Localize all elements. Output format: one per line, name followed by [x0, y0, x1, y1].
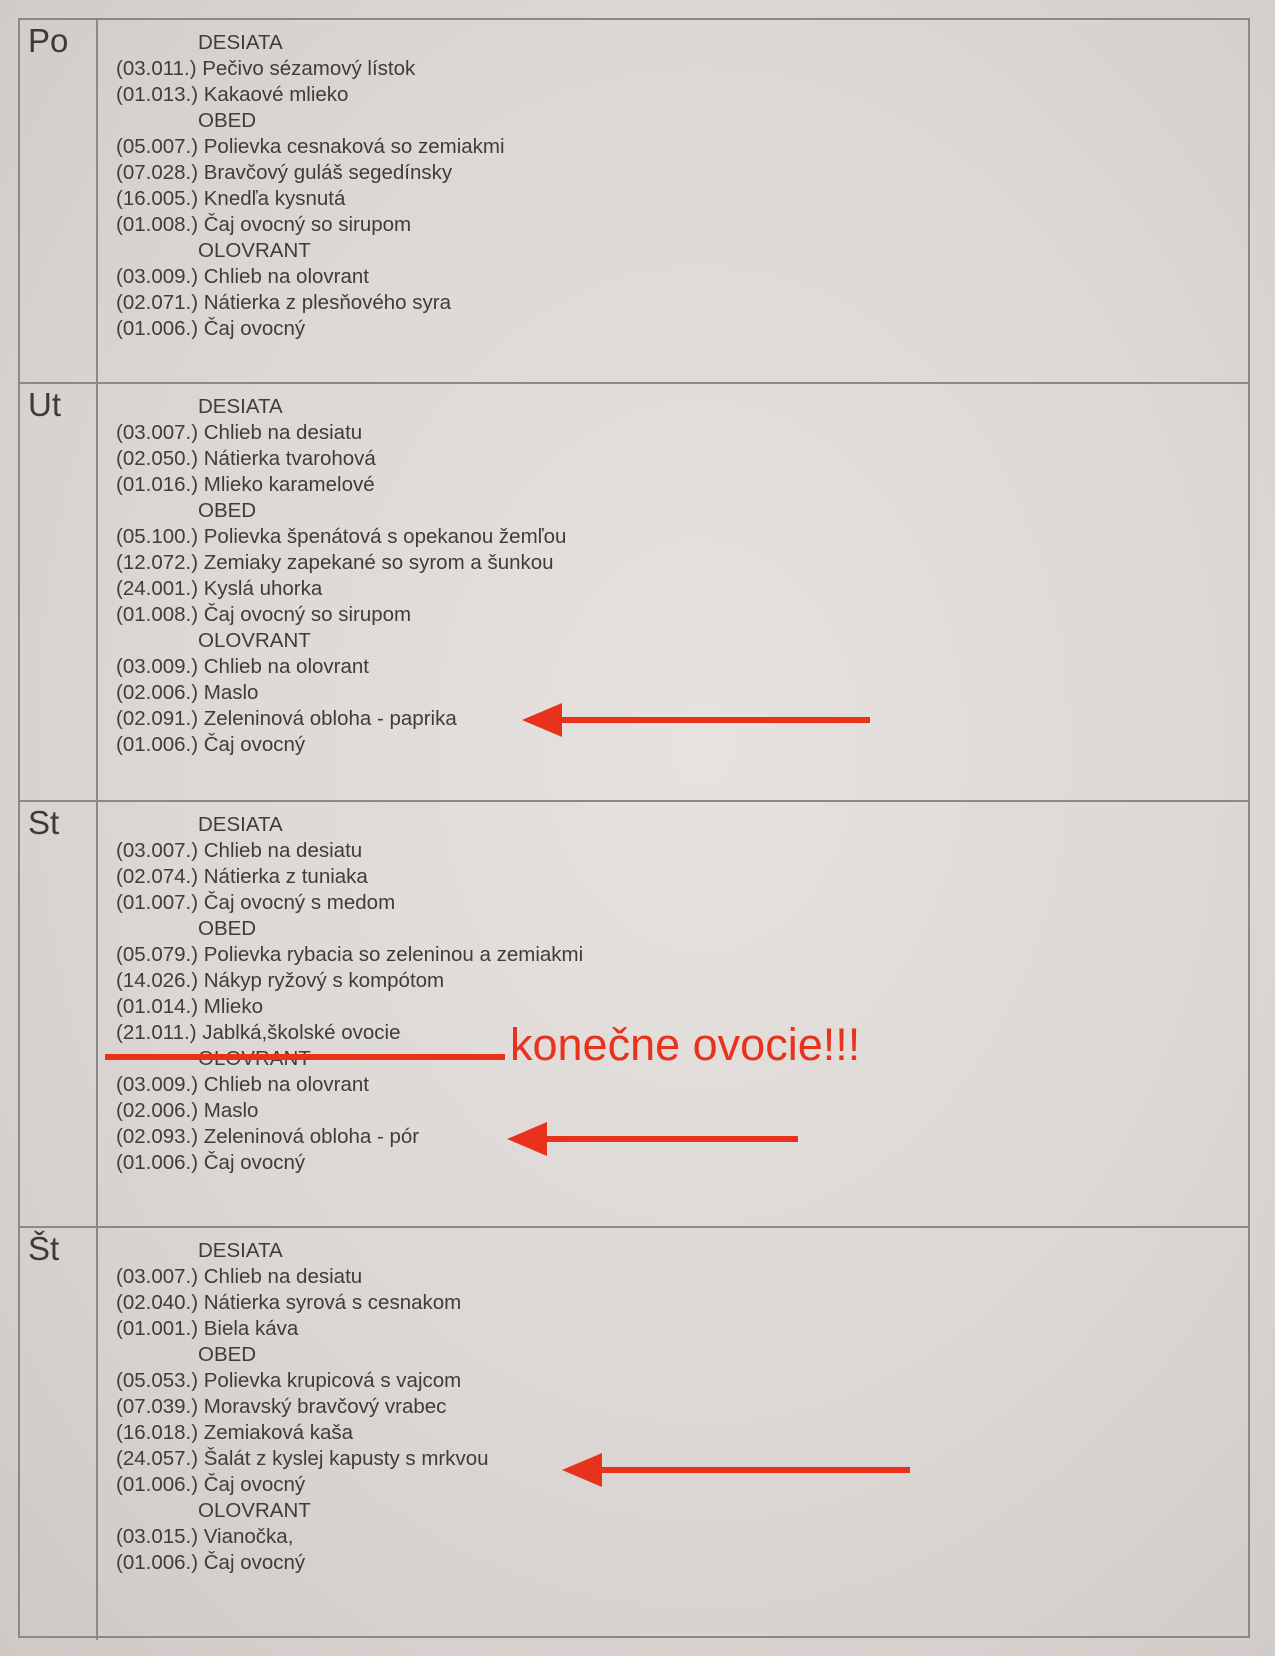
- menu-item: (07.028.) Bravčový guláš segedínsky: [116, 161, 453, 184]
- menu-item: (01.006.) Čaj ovocný: [116, 1473, 306, 1496]
- menu-item: (03.007.) Chlieb na desiatu: [116, 839, 363, 862]
- weekly-menu-table: [18, 18, 1250, 1638]
- menu-item: (03.007.) Chlieb na desiatu: [116, 421, 363, 444]
- section-heading: DESIATA: [198, 395, 283, 418]
- menu-item: (24.057.) Šalát z kyslej kapusty s mrkvou: [116, 1447, 489, 1470]
- menu-item: (03.015.) Vianočka,: [116, 1525, 294, 1548]
- section-heading: OBED: [198, 499, 257, 522]
- day-label-st: St: [28, 804, 60, 841]
- menu-item: (01.006.) Čaj ovocný: [116, 1151, 306, 1174]
- menu-item: (02.071.) Nátierka z plesňového syra: [116, 291, 452, 314]
- menu-items-po: [116, 30, 505, 342]
- day-cell: [20, 384, 98, 800]
- menu-item: (21.011.) Jablká,školské ovocie: [116, 1021, 401, 1044]
- day-cell: [20, 1228, 98, 1640]
- day-cell: [20, 20, 98, 382]
- day-row-po: [20, 20, 1248, 384]
- menu-item: (01.016.) Mlieko karamelové: [116, 473, 375, 496]
- section-heading: OLOVRANT: [198, 1047, 311, 1070]
- menu-item: (05.007.) Polievka cesnaková so zemiakmi: [116, 135, 505, 158]
- section-heading: OLOVRANT: [198, 239, 311, 262]
- menu-items-st: [116, 812, 583, 1176]
- menu-item: (16.005.) Knedľa kysnutá: [116, 187, 346, 210]
- menu-item: (02.006.) Maslo: [116, 1099, 259, 1122]
- menu-item: (05.100.) Polievka špenátová s opekanou žemľou: [116, 525, 567, 548]
- section-heading: OLOVRANT: [198, 1499, 311, 1522]
- annotation-note: konečne ovocie!!!: [510, 1019, 861, 1070]
- menu-item: (12.072.) Zemiaky zapekané so syrom a šunkou: [116, 551, 554, 574]
- menu-item: (05.053.) Polievka krupicová s vajcom: [116, 1369, 462, 1392]
- section-heading: OLOVRANT: [198, 629, 311, 652]
- menu-item: (01.014.) Mlieko: [116, 995, 263, 1018]
- menu-item: (01.008.) Čaj ovocný so sirupom: [116, 603, 412, 626]
- day-label-stv: Št: [28, 1230, 60, 1267]
- day-row-ut: [20, 384, 1248, 802]
- menu-item: (02.074.) Nátierka z tuniaka: [116, 865, 368, 888]
- section-heading: DESIATA: [198, 813, 283, 836]
- section-heading: OBED: [198, 917, 257, 940]
- menu-item: (02.040.) Nátierka syrová s cesnakom: [116, 1291, 462, 1314]
- menu-item: (02.091.) Zeleninová obloha - paprika: [116, 707, 457, 730]
- menu-item: (02.093.) Zeleninová obloha - pór: [116, 1125, 420, 1148]
- day-row-st: [20, 802, 1248, 1228]
- menu-item: (01.008.) Čaj ovocný so sirupom: [116, 213, 412, 236]
- day-label-ut: Ut: [28, 386, 61, 423]
- menu-item: (02.050.) Nátierka tvarohová: [116, 447, 376, 470]
- menu-items-ut: [116, 394, 566, 758]
- menu-items-stv: [116, 1238, 489, 1576]
- day-row-stv: [20, 1228, 1248, 1640]
- section-heading: OBED: [198, 1343, 257, 1366]
- menu-item: (02.006.) Maslo: [116, 681, 259, 704]
- menu-item: (05.079.) Polievka rybacia so zeleninou a zemiakmi: [116, 943, 584, 966]
- menu-item: (07.039.) Moravský bravčový vrabec: [116, 1395, 447, 1418]
- menu-item: (03.011.) Pečivo sézamový lístok: [116, 57, 416, 80]
- menu-item: (03.009.) Chlieb na olovrant: [116, 1073, 369, 1096]
- menu-item: (01.006.) Čaj ovocný: [116, 733, 306, 756]
- menu-item: (01.013.) Kakaové mlieko: [116, 83, 349, 106]
- menu-item: (01.007.) Čaj ovocný s medom: [116, 891, 396, 914]
- day-cell: [20, 802, 98, 1226]
- section-heading: OBED: [198, 109, 257, 132]
- menu-item: (14.026.) Nákyp ryžový s kompótom: [116, 969, 445, 992]
- menu-item: (03.007.) Chlieb na desiatu: [116, 1265, 363, 1288]
- day-label-po: Po: [28, 22, 69, 59]
- section-heading: DESIATA: [198, 1239, 283, 1262]
- menu-item: (24.001.) Kyslá uhorka: [116, 577, 323, 600]
- menu-item: (16.018.) Zemiaková kaša: [116, 1421, 354, 1444]
- menu-item: (01.001.) Biela káva: [116, 1317, 299, 1340]
- menu-item: (01.006.) Čaj ovocný: [116, 317, 306, 340]
- section-heading: DESIATA: [198, 31, 283, 54]
- menu-item: (03.009.) Chlieb na olovrant: [116, 265, 369, 288]
- menu-item: (01.006.) Čaj ovocný: [116, 1551, 306, 1574]
- menu-item: (03.009.) Chlieb na olovrant: [116, 655, 369, 678]
